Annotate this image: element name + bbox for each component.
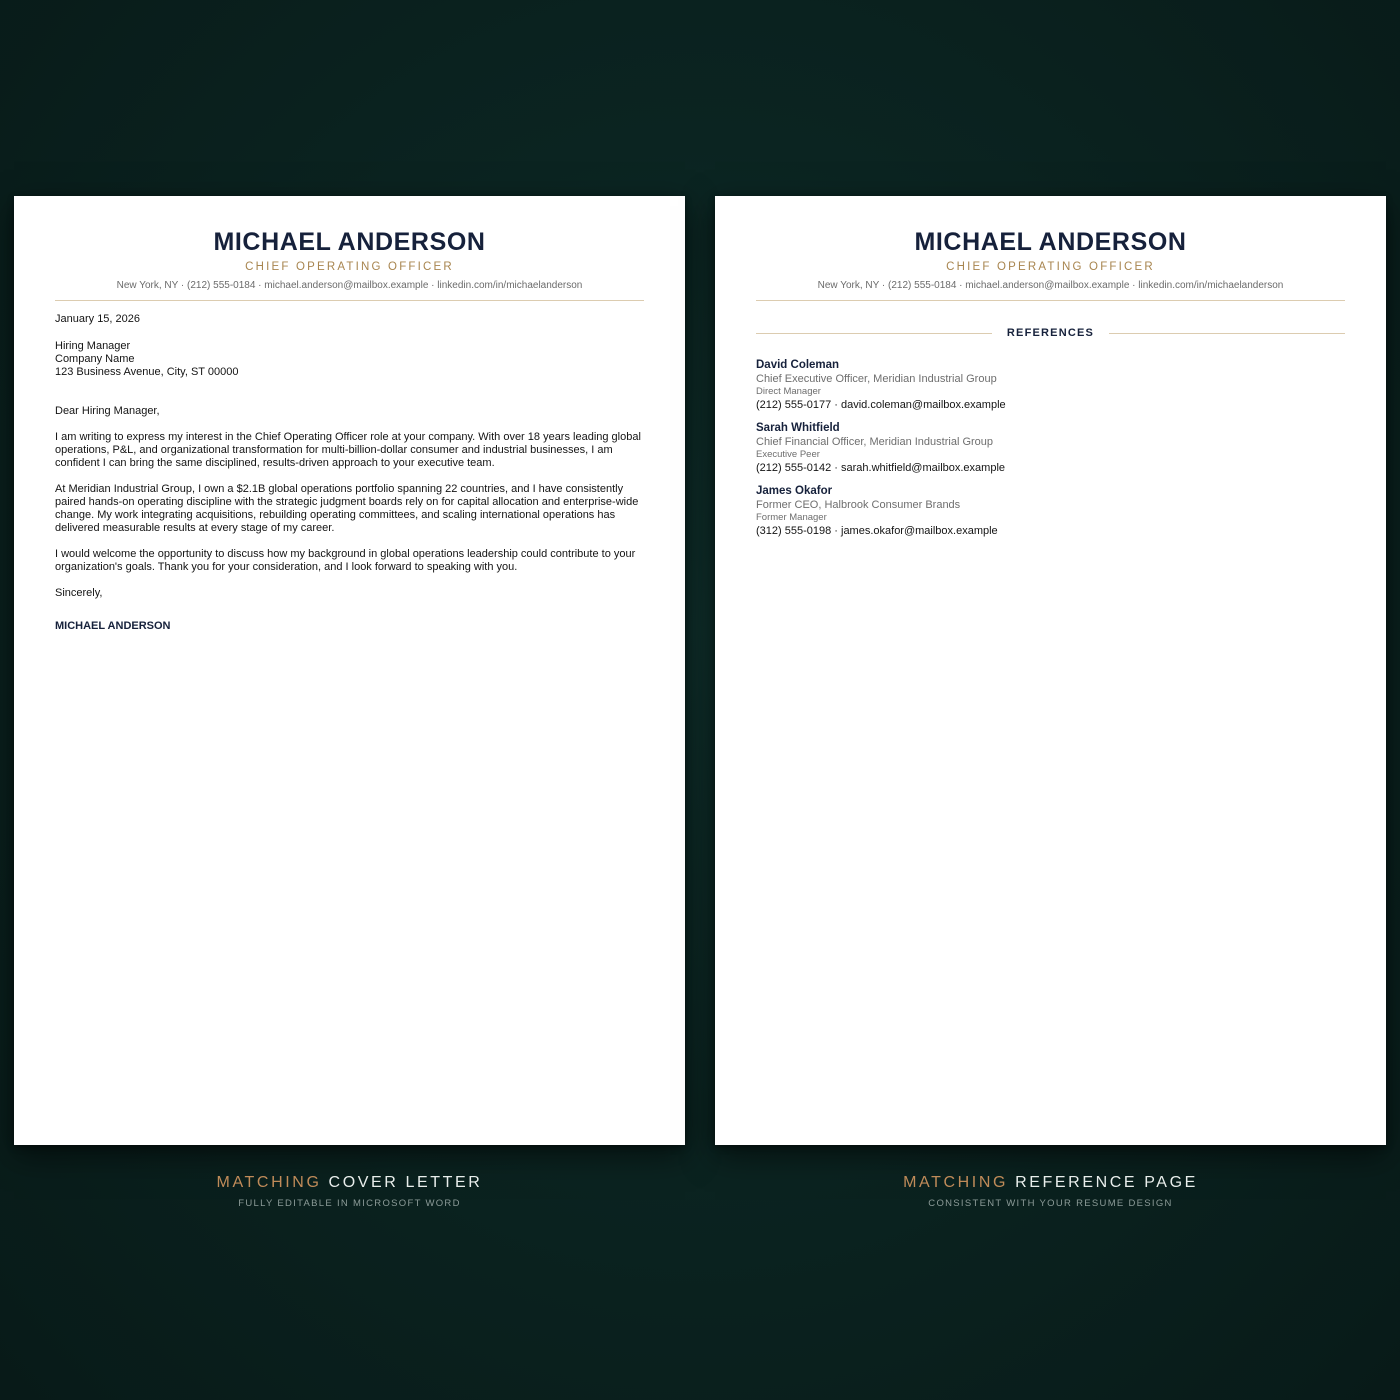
letter-body	[55, 313, 644, 633]
cover-letter-page	[14, 196, 685, 1145]
reference-contact: (212) 555-0177 · david.coleman@mailbox.example	[756, 399, 1006, 411]
reference-page-contact-line: New York, NY · (212) 555-0184 · michael.anderson@mailbox.example · linkedin.com/in/michaelanderson	[817, 280, 1284, 291]
reference-name: David Coleman	[756, 359, 840, 371]
reference-role: Chief Executive Officer, Meridian Industrial Group	[756, 373, 997, 385]
reference-page-job-title: CHIEF OPERATING OFFICER	[946, 261, 1155, 273]
reference-name: Sarah Whitfield	[756, 422, 840, 434]
caption-accent: MATCHING	[216, 1174, 322, 1191]
reference-relationship: Direct Manager	[756, 386, 821, 397]
recipient-address	[55, 340, 644, 379]
recipient-line: 123 Business Avenue, City, ST 00000	[55, 366, 239, 378]
reference-contact: (212) 555-0142 · sarah.whitfield@mailbox.example	[756, 462, 1006, 474]
reference-role: Former CEO, Halbrook Consumer Brands	[756, 499, 961, 511]
letter-greeting: Dear Hiring Manager,	[55, 405, 160, 417]
caption-subtitle: CONSISTENT WITH YOUR RESUME DESIGN	[928, 1198, 1173, 1209]
reference-entry	[756, 421, 1345, 484]
header-divider	[55, 300, 644, 301]
caption-subtitle: FULLY EDITABLE IN MICROSOFT WORD	[238, 1198, 461, 1209]
recipient-line: Company Name	[55, 353, 135, 365]
references-heading-label: REFERENCES	[1006, 327, 1095, 339]
caption-title	[715, 1174, 1386, 1192]
reference-entry	[756, 484, 1345, 547]
letter-paragraph: I am writing to express my interest in the Chief Operating Officer role at your company. With over 18 years leading global operations, P&L, and organizational transformation for multi-billion-dollar consumer and industrial businesses, I am confident I can bring the same disciplined, results-driven approach to your executive team.	[55, 431, 641, 469]
caption-title	[14, 1174, 685, 1192]
reference-role: Chief Financial Officer, Meridian Industrial Group	[756, 436, 994, 448]
cover-letter-contact-line: New York, NY · (212) 555-0184 · michael.anderson@mailbox.example · linkedin.com/in/michaelanderson	[116, 280, 583, 291]
reference-relationship: Former Manager	[756, 512, 827, 523]
reference-page	[715, 196, 1386, 1145]
cover-letter-name: MICHAEL ANDERSON	[213, 228, 486, 256]
reference-page-name: MICHAEL ANDERSON	[914, 228, 1187, 256]
letter-closing: Sincerely,	[55, 587, 103, 599]
reference-contact: (312) 555-0198 · james.okafor@mailbox.example	[756, 525, 998, 537]
reference-page-caption	[715, 1174, 1386, 1209]
cover-letter-job-title: CHIEF OPERATING OFFICER	[245, 261, 454, 273]
letter-paragraph: At Meridian Industrial Group, I own a $2.1B global operations portfolio spanning 22 countries, and I have consistently paired hands-on operating discipline with the strategic judgment boards rely on for capital allocation and enterprise-wide change. My work integrating acquisitions, rebuilding operating committees, and scaling international operations has delivered measurable results at every stage of my career.	[55, 483, 639, 534]
reference-relationship: Executive Peer	[756, 449, 820, 460]
caption-main-text: REFERENCE PAGE	[1015, 1174, 1198, 1191]
references-section-heading	[756, 326, 1345, 342]
cover-letter-caption	[14, 1174, 685, 1209]
letter-paragraph: I would welcome the opportunity to discuss how my background in global operations leadership could contribute to your organization's goals. Thank you for your consideration, and I look forward to speaking with you.	[55, 548, 636, 573]
section-rule-right	[1109, 333, 1345, 334]
reference-name: James Okafor	[756, 485, 833, 497]
caption-main-text: COVER LETTER	[328, 1174, 483, 1191]
caption-accent: MATCHING	[903, 1174, 1009, 1191]
header-divider	[756, 300, 1345, 301]
recipient-line: Hiring Manager	[55, 340, 131, 352]
letter-signature: MICHAEL ANDERSON	[55, 620, 171, 632]
references-list	[756, 358, 1345, 547]
letter-date: January 15, 2026	[55, 313, 141, 325]
reference-entry	[756, 358, 1345, 421]
